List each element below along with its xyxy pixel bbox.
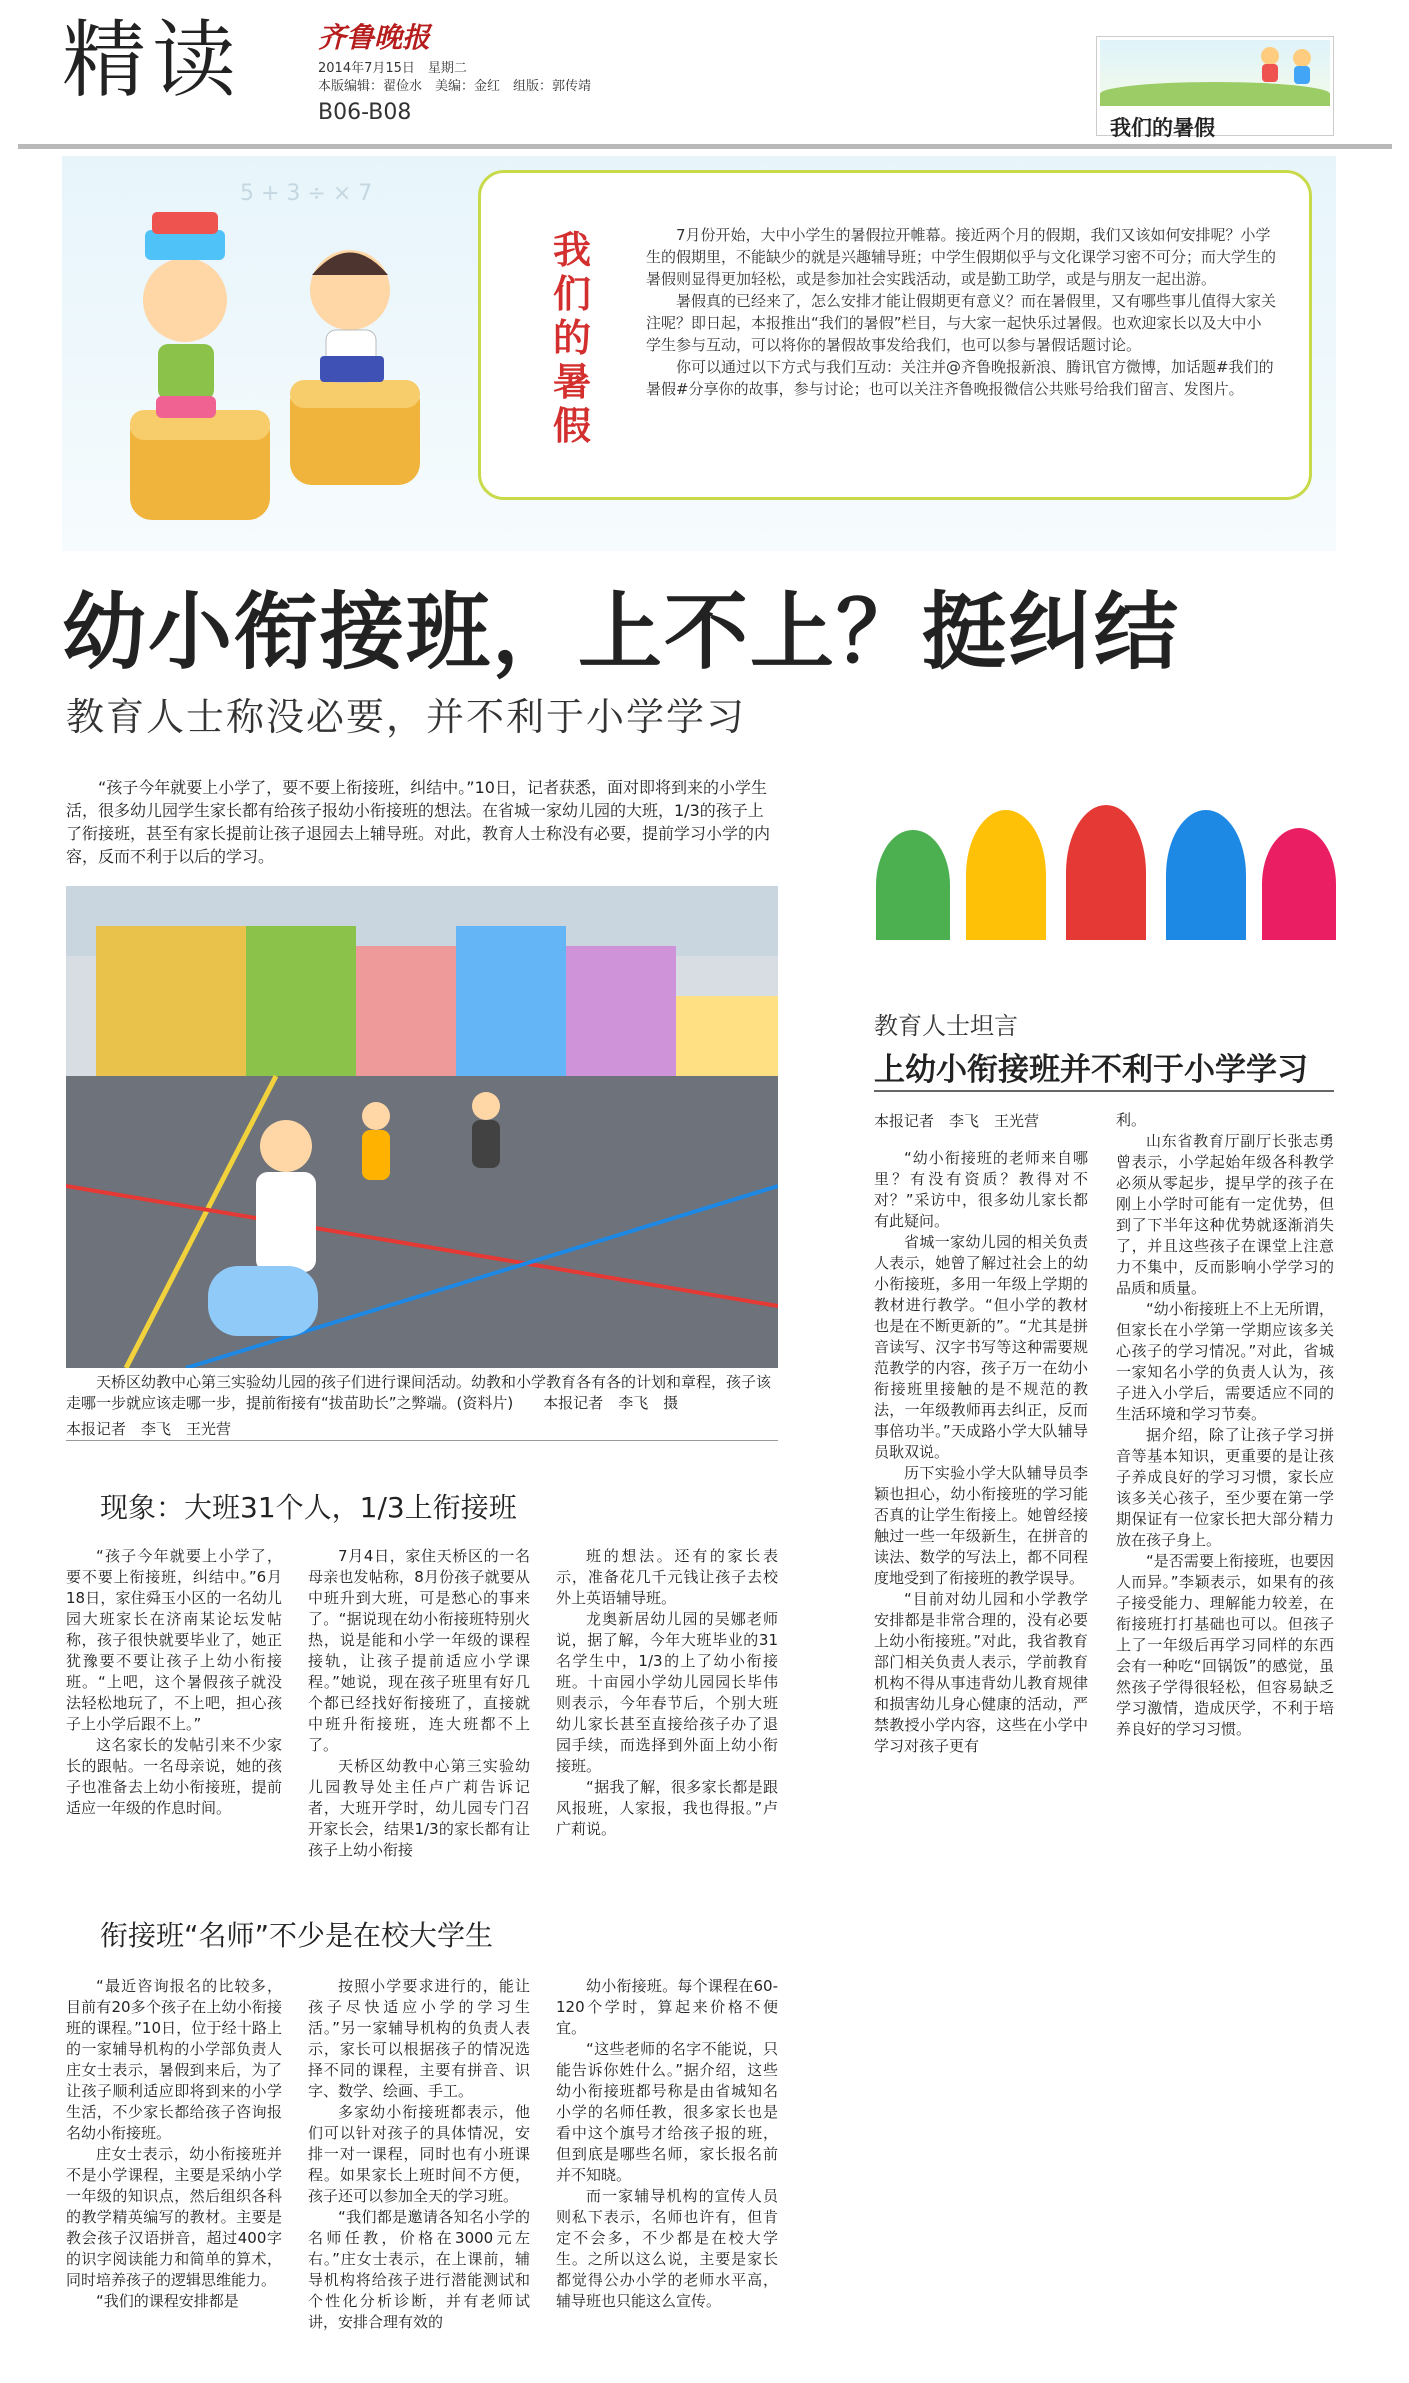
section-heading: 现象：大班31个人，1/3上衔接班 bbox=[100, 1491, 517, 1524]
date-line: 2014年7月15日 星期二 bbox=[318, 61, 467, 76]
article-column bbox=[308, 1976, 530, 2333]
article-column bbox=[308, 1546, 530, 1861]
intro-text bbox=[646, 224, 1276, 400]
article-paragraph: 龙奥新居幼儿园的吴娜老师说，据了解，今年大班毕业的31名学生中，1/3的上了幼小衔接班。十亩园小学幼儿园园长毕伟则表示，今年春节后，个别大班幼儿家长甚至直接给孩子办了退园手续，而选择到外面上幼小衔接班。 bbox=[556, 1610, 778, 1775]
intro-column-tag: 我们的暑假 bbox=[552, 228, 591, 448]
sidebar-paragraph: 山东省教育厅副厅长张志勇曾表示，小学起始年级各科教学必须从零起步，提早学的孩子在刚上小学时可能有一定优势，但到了下半年这种优势就逐渐消失了，并且这些孩子在课堂上注意力不集中，反而影响小学学习的品质和质量。 bbox=[1116, 1132, 1334, 1297]
svg-text:5 + 3 ÷ × 7: 5 + 3 ÷ × 7 bbox=[240, 181, 373, 206]
article-column bbox=[66, 1546, 282, 1819]
person-figure bbox=[1262, 828, 1336, 940]
article-paragraph: 7月4日，家住天桥区的一名母亲也发帖称，8月份孩子就要从中班升到大班，可是愁心的事来了。“据说现在幼小衔接班特别火热，说是能和小学一年级的课程接轨，让孩子提前适应小学课程。”她说，现在孩子班里有好几个都已经找好衔接班了，直接就中班升衔接班，连大班都不上了。 bbox=[308, 1547, 530, 1754]
cartoon-kids-illustration bbox=[90, 160, 460, 540]
editors-line: 本版编辑：翟俭水 美编：金红 组版：郭传靖 bbox=[318, 79, 592, 94]
article-subheadline: 教育人士称没必要，并不利于小学学习 bbox=[66, 695, 747, 739]
article-byline: 本报记者 李飞 王光营 bbox=[66, 1420, 232, 1438]
article-column bbox=[556, 1546, 778, 1840]
article-lead: “孩子今年就要上小学了，要不要上衔接班，纠结中。”10日，记者获悉，面对即将到来的小学生活，很多幼儿园学生家长都有给孩子报幼小衔接班的想法。在省城一家幼儿园的大班，1/3的孩子上了衔接班，甚至有家长提前让孩子退园去上辅导班。对此，教育人士称没有必要，提前学习小学的内容，反而不利于以后的学习。 bbox=[66, 778, 771, 866]
article-paragraph: “我们的课程安排都是 bbox=[96, 2292, 239, 2310]
article-column bbox=[556, 1976, 778, 2312]
sidebar-paragraph: 省城一家幼儿园的相关负责人表示，她曾了解过社会上的幼小衔接班，多用一年级上学期的教材进行教学。“但小学的教材也是在不断更新的”。“尤其是拼音读写、汉字书写等这种需要规范教学的内容，孩子万一在幼小衔接班里接触的是不规范的教法，一年级教师再去纠正，反而事倍功半。”天成路小学大队辅导员耿双说。 bbox=[874, 1233, 1088, 1461]
article-column bbox=[66, 1976, 282, 2312]
sidebar-paragraph: “幼小衔接班的老师来自哪里？有没有资质？教得对不对？”采访中，很多幼儿家长都有此疑问。 bbox=[874, 1149, 1088, 1230]
news-photo bbox=[66, 886, 778, 1368]
article-paragraph: 而一家辅导机构的宣传人员则私下表示，名师也许有，但肯定不会多，不少都是在校大学生。之所以这么说，主要是家长都觉得公办小学的老师水平高，辅导班也只能这么宣传。 bbox=[556, 2187, 778, 2310]
masthead-meta bbox=[318, 60, 591, 96]
sidebar-title: 上幼小衔接班并不利于小学学习 bbox=[874, 1052, 1308, 1088]
sidebar-rule bbox=[874, 1090, 1334, 1092]
sidebar-paragraph: “幼小衔接班上不上无所谓，但家长在小学第一学期应该多关心孩子的学习情况。”对此，省城一家知名小学的负责人认为，孩子进入小学后，需要适应不同的生活环境和学习节奏。 bbox=[1116, 1300, 1334, 1423]
logo-label: 我们的暑假 bbox=[1110, 116, 1215, 140]
person-figure bbox=[1166, 810, 1246, 940]
article-paragraph: 多家幼小衔接班都表示，他们可以针对孩子的具体情况，安排一对一课程，同时也有小班课程。如果家长上班时间不方便，孩子还可以参加全天的学习班。 bbox=[308, 2103, 530, 2205]
sidebar-column bbox=[874, 1148, 1088, 1757]
people-illustration bbox=[866, 790, 1346, 940]
article-paragraph: 这名家长的发帖引来不少家长的跟帖。一名母亲说，她的孩子也准备去上幼小衔接班，提前适应一年级的作息时间。 bbox=[66, 1736, 282, 1817]
sidebar-paragraph: 利。 bbox=[1116, 1111, 1147, 1129]
article-paragraph: 天桥区幼教中心第三实验幼儿园教导处主任卢广莉告诉记者，大班开学时，幼儿园专门召开家长会，结果1/3的家长都有让孩子上幼小衔接 bbox=[308, 1757, 530, 1859]
article-paragraph: “最近咨询报名的比较多，目前有20多个孩子在上幼小衔接班的课程。”10日，位于经十路上的一家辅导机构的小学部负责人庄女士表示，暑假到来后，为了让孩子顺利适应即将到来的小学生活，不少家长都给孩子咨询报名幼小衔接班。 bbox=[66, 1977, 282, 2142]
article-paragraph: “孩子今年就要上小学了，要不要上衔接班，纠结中。”6月18日，家住舜玉小区的一名幼儿园大班家长在济南某论坛发帖称，孩子很快就要毕业了，她正犹豫要不要让孩子上幼小衔接班。“上吧，这个暑假孩子就没法轻松地玩了，不上吧，担心孩子上小学后跟不上。” bbox=[66, 1547, 282, 1733]
intro-paragraph: 7月份开始，大中小学生的暑假拉开帷幕。接近两个月的假期，我们又该如何安排呢？小学生的假期里，不能缺少的就是兴趣辅导班；中学生假期似乎与文化课学习密不可分；而大学生的暑假则显得更加轻松，或是参加社会实践活动，或是勤工助学，或是与朋友一起出游。 bbox=[646, 226, 1277, 288]
intro-paragraph: 你可以通过以下方式与我们互动：关注并@齐鲁晚报新浪、腾讯官方微博，加话题#我们的暑假#分享你的故事，参与讨论；也可以关注齐鲁晚报微信公共账号给我们留言、发图片。 bbox=[646, 358, 1274, 398]
sidebar-paragraph: “目前对幼儿园和小学教学安排都是非常合理的，没有必要上幼小衔接班。”对此，我省教育部门相关负责人表示，学前教育机构不得从事违背幼儿教育规律和损害幼儿身心健康的活动，严禁教授小学内容，这些在小学中学习对孩子更有 bbox=[874, 1590, 1088, 1755]
article-paragraph: 庄女士表示，幼小衔接班并不是小学课程，主要是采纳小学一年级的知识点，然后组织各科的教学精英编写的教材。主要是教会孩子汉语拼音，超过400字的识字阅读能力和简单的算术，同时培养孩子的逻辑思维能力。 bbox=[66, 2145, 282, 2289]
article-paragraph: “这些老师的名字不能说，只能告诉你姓什么。”据介绍，这些幼小衔接班都号称是由省城知名小学的名师任教，很多家长也是看中这个旗号才给孩子报的班，但到底是哪些名师，家长报名前并不知晓。 bbox=[556, 2040, 778, 2184]
article-paragraph: 幼小衔接班。每个课程在60-120个学时，算起来价格不便宜。 bbox=[556, 1977, 778, 2037]
article-paragraph: “据我了解，很多家长都是跟风报班，人家报，我也得报。”卢广莉说。 bbox=[556, 1778, 778, 1838]
section-heading: 衔接班“名师”不少是在校大学生 bbox=[100, 1919, 494, 1952]
playground-photo-illustration bbox=[66, 886, 778, 1368]
logo-children-icon bbox=[1246, 42, 1326, 88]
section-title: 精读 bbox=[62, 11, 243, 109]
sidebar-byline: 本报记者 李飞 王光营 bbox=[874, 1112, 1040, 1130]
article-paragraph: “我们都是邀请各知名小学的名师任教，价格在3000元左右。”庄女士表示，在上课前，辅导机构将给孩子进行潜能测试和个性化分析诊断，并有老师试讲，安排合理有效的 bbox=[308, 2208, 530, 2331]
sidebar-paragraph: 历下实验小学大队辅导员李颖也担心，幼小衔接班的学习能否真的让学生衔接上。她曾经接触过一些一年级新生，在拼音的读法、数学的写法上，都不同程度地受到了衔接班的教学误导。 bbox=[874, 1464, 1088, 1587]
article-paragraph: 按照小学要求进行的，能让孩子尽快适应小学的学习生活。”另一家辅导机构的负责人表示，家长可以根据孩子的情况选择不同的课程，主要有拼音、识字、数学、绘画、手工。 bbox=[308, 1977, 530, 2100]
page-numbers: B06-B08 bbox=[318, 100, 412, 125]
sidebar-paragraph: 据介绍，除了让孩子学习拼音等基本知识，更重要的是让孩子养成良好的学习习惯，家长应该多关心孩子，至少要在第一学期保证有一位家长把大部分精力放在孩子身上。 bbox=[1116, 1426, 1334, 1549]
article-paragraph: 班的想法。还有的家长表示，准备花几千元钱让孩子去校外上英语辅导班。 bbox=[556, 1547, 778, 1607]
person-figure bbox=[1066, 805, 1146, 940]
byline-rule bbox=[66, 1440, 778, 1441]
person-figure bbox=[876, 830, 950, 940]
article-headline: 幼小衔接班，上不上？挺纠结 bbox=[62, 583, 1181, 681]
sidebar-kicker: 教育人士坦言 bbox=[874, 1012, 1018, 1040]
photo-caption: 天桥区幼教中心第三实验幼儿园的孩子们进行课间活动。幼教和小学教育各有各的计划和章程，孩子该走哪一步就应该走哪一步，提前衔接有“拔苗助长”之弊端。(资料片) 本报记者 李飞 摄 bbox=[66, 1373, 772, 1412]
person-figure bbox=[966, 810, 1046, 940]
newspaper-logo: 齐鲁晚报 bbox=[318, 21, 431, 54]
masthead-rule bbox=[18, 144, 1392, 149]
intro-paragraph: 暑假真的已经来了，怎么安排才能让假期更有意义？而在暑假里，又有哪些事儿值得大家关注呢？即日起，本报推出“我们的暑假”栏目，与大家一起快乐过暑假。也欢迎家长以及大中小学生参与互动，可以将你的暑假故事发给我们，也可以参与暑假话题讨论。 bbox=[646, 292, 1277, 354]
sidebar-column bbox=[1116, 1110, 1334, 1740]
sidebar-paragraph: “是否需要上衔接班，也要因人而异。”李颖表示，如果有的孩子接受能力、理解能力较差，在衔接班打打基础也可以。但孩子上了一年级后再学习同样的东西会有一种吃“回锅饭”的感觉，虽然孩子学得很轻松，但容易缺乏学习激情，造成厌学，不利于培养良好的学习习惯。 bbox=[1116, 1552, 1334, 1738]
